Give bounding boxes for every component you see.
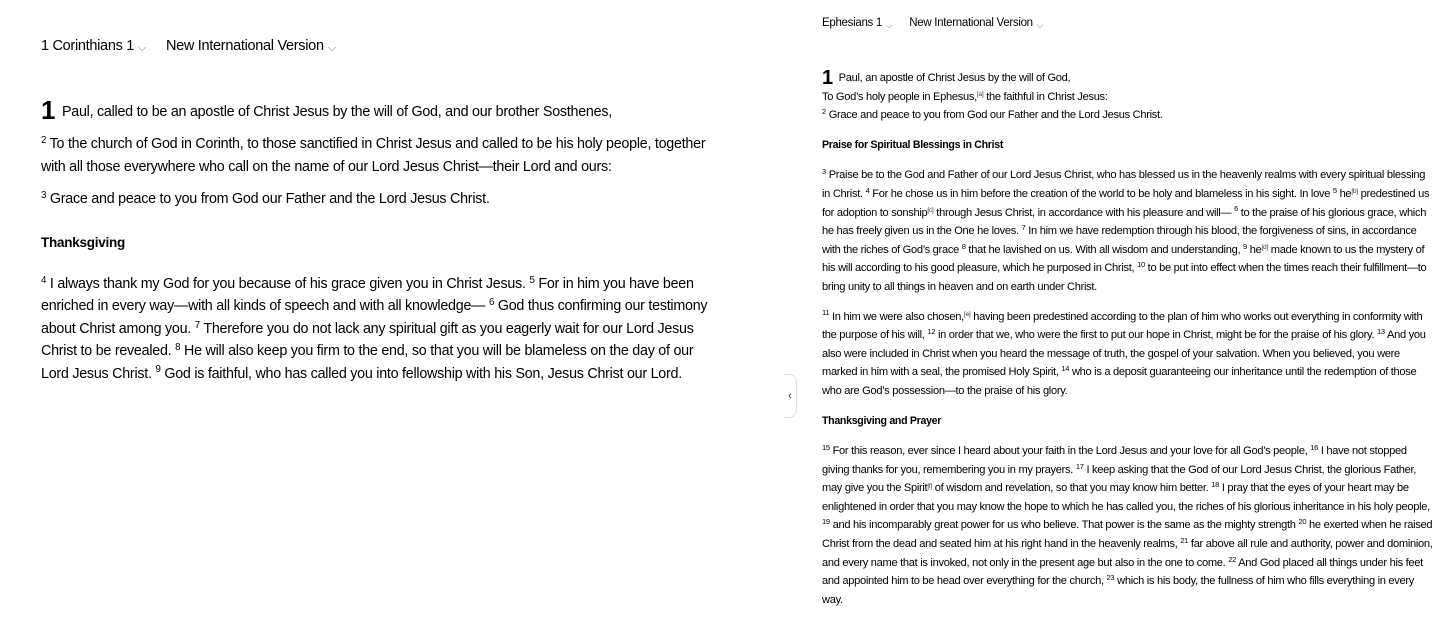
- verse-number: 4: [41, 274, 47, 286]
- right-version-dropdown[interactable]: [909, 17, 1043, 29]
- verse-text: far above all rule and authority, power and dominion, and every name that is invoked, not only in the present age but also in the one to come.: [822, 538, 1433, 569]
- verse-text: Paul, called to be an apostle of Christ Jesus by the will of God, and our brother Sosthenes,: [61, 104, 612, 120]
- section-heading: Thanksgiving and Prayer: [822, 414, 942, 427]
- verse-number: 13: [1377, 326, 1385, 336]
- chevron-down-icon: ⌵: [1036, 19, 1044, 30]
- verse-number: 5: [529, 274, 535, 286]
- verse-number: 2: [41, 135, 47, 147]
- verse-text: I have not stopped giving thanks for you, remembering you in my prayers.: [822, 445, 1407, 476]
- verse-text: Grace and peace to you from God our Father and the Lord Jesus Christ.: [49, 191, 490, 208]
- verse-text: I pray that the eyes of your heart may be enlightened in order that you may know the hope to which he has called you, the riches of his glorious inheritance in his holy people,: [822, 482, 1430, 513]
- verse-text: I keep asking that the God of our Lord Jesus Christ, the glorious Father, may give you the Spirit: [822, 463, 1417, 495]
- verse-text: in order that we, who were the first to put our hope in Christ, might be for the praise of his glory.: [937, 329, 1375, 342]
- chevron-left-icon: ‹: [788, 390, 792, 402]
- verses-4-9: [41, 273, 715, 385]
- verse-text: God is faithful, who has called you into fellowship with his Son, Jesus Christ our Lord.: [164, 365, 682, 382]
- verses-3-10: [822, 166, 1434, 296]
- verse-number: 20: [1298, 517, 1307, 527]
- collapse-pane-button[interactable]: [784, 374, 797, 418]
- verse-text: God thus confirming our testimony about Christ among you.: [41, 298, 708, 337]
- verse-text: For this reason, ever since I heard about your faith in the Lord Jesus and your love for all God’s people,: [832, 445, 1308, 458]
- footnote-link-a[interactable]: [a]: [976, 90, 984, 98]
- left-book-chapter-dropdown[interactable]: [41, 38, 146, 54]
- chevron-down-icon: ⌵: [327, 41, 336, 54]
- verse-number: 11: [822, 308, 830, 318]
- verse-text: he: [1339, 187, 1352, 200]
- right-version-label: New International Version: [909, 17, 1033, 29]
- verse-number: 6: [488, 297, 495, 309]
- verse-number: 7: [194, 319, 200, 331]
- verse-text: Praise be to the God and Father of our Lord Jesus Christ, who has blessed us in the heavenly realms with every spiritual blessing in Christ.: [822, 169, 1426, 200]
- chapter-number: 1: [822, 67, 833, 89]
- verse-number: 16: [1310, 442, 1319, 452]
- verse-number: 3: [41, 189, 47, 201]
- verse-number: 8: [961, 241, 966, 251]
- right-passage-selector: [822, 17, 1043, 29]
- verse-text: and his incomparably great power for us who believe. That power is the same as the mighty strength: [832, 519, 1296, 532]
- footnote-link-b[interactable]: [b]: [1351, 188, 1358, 196]
- verse-3: [41, 188, 715, 210]
- verse-text: he: [1249, 243, 1262, 256]
- left-book-chapter-label: 1 Corinthians 1: [41, 38, 135, 54]
- verse-number: 18: [1211, 480, 1220, 490]
- chapter-number: 1: [41, 95, 56, 125]
- verse-number: 19: [822, 517, 830, 527]
- verse-number: 6: [1234, 204, 1238, 214]
- verse-text: To the church of God in Corinth, to those sanctified in Christ Jesus and called to be his holy people, together with all those everywhere who call on the name of our Lord Jesus Christ—their Lord and ours:: [41, 136, 706, 175]
- verse-number: 2: [822, 107, 826, 117]
- verse-text: Therefore you do not lack any spiritual gift as you eagerly wait for our Lord Jesus Christ to be revealed.: [41, 320, 694, 360]
- verse-number: 14: [1061, 364, 1070, 374]
- verse-text: And God placed all things under his feet and appointed him to be head over everything for the church,: [822, 556, 1423, 588]
- verse-1: [41, 96, 715, 123]
- verse-text: He will also keep you firm to the end, so that you will be blameless on the day of our Lord Jesus Christ.: [41, 343, 694, 382]
- left-passage-text: [41, 96, 715, 385]
- verses-15-23: [822, 442, 1434, 609]
- verse-number: 23: [1106, 573, 1115, 583]
- verse-text: to be put into effect when the times reach their fulfillment—to bring unity to all things in heaven and on earth under Christ.: [822, 262, 1427, 293]
- left-version-label: New International Version: [165, 38, 324, 54]
- verse-number: 7: [1021, 223, 1026, 233]
- verse-text: I always thank my God for you because of his grace given you in Christ Jesus.: [49, 276, 526, 293]
- verse-number: 22: [1228, 554, 1237, 564]
- verse-text: And you also were included in Christ when you heard the message of truth, the gospel of your salvation. When you believed, you were marked in him with a seal, the promised Holy Spirit,: [822, 329, 1426, 379]
- verse-number: 12: [927, 326, 936, 336]
- verse-text: through Jesus Christ, in accordance with his pleasure and will—: [936, 206, 1232, 219]
- verse-2: [41, 133, 715, 178]
- verse-1: [822, 66, 1434, 88]
- section-heading: Thanksgiving: [41, 234, 126, 250]
- verse-text: For he chose us in him before the creation of the world to be holy and blameless in his sight. In love: [872, 187, 1331, 200]
- verse-text: to the praise of his glorious grace, which he has freely given us in the One he loves.: [822, 206, 1427, 238]
- verse-number: 21: [1180, 535, 1189, 545]
- verse-text: having been predestined according to the plan of him who works out everything in conformity with the purpose of his will,: [822, 310, 1423, 342]
- right-bible-pane: [800, 0, 1456, 638]
- verse-text: Paul, an apostle of Christ Jesus by the will of God,: [838, 72, 1071, 84]
- chevron-down-icon: ⌵: [886, 19, 893, 30]
- verses-11-14: [822, 308, 1434, 401]
- verse-number: 10: [1137, 260, 1145, 270]
- footnote-link-f[interactable]: [f]: [927, 482, 932, 490]
- verse-number: 3: [822, 167, 826, 177]
- verse-text: To God’s holy people in Ephesus,: [822, 90, 977, 103]
- verse-number: 15: [822, 442, 830, 452]
- verse-text: which is his body, the fullness of him who fills everything in every way.: [822, 575, 1415, 606]
- verse-text: that he lavished on us. With all wisdom and understanding,: [968, 243, 1241, 256]
- verse-text: made known to us the mystery of his will according to his good pleasure, which he purposed in Christ,: [822, 243, 1425, 275]
- verse-text: In him we were also chosen,: [832, 310, 964, 323]
- section-heading: Praise for Spiritual Blessings in Christ: [822, 138, 1004, 151]
- verse-text: predestined us for adoption to sonship: [822, 187, 1430, 219]
- footnote-link-c[interactable]: [c]: [927, 206, 934, 214]
- verse-text: Grace and peace to you from God our Father and the Lord Jesus Christ.: [828, 109, 1163, 122]
- footnote-link-d[interactable]: [d]: [1261, 244, 1268, 252]
- verse-number: 4: [865, 185, 870, 195]
- left-version-dropdown[interactable]: [166, 38, 336, 54]
- verse-2: [822, 106, 1434, 125]
- verse-text: he exerted when he raised Christ from the dead and seated him at his right hand in the heavenly realms,: [822, 519, 1433, 551]
- right-book-chapter-dropdown[interactable]: [822, 17, 892, 29]
- right-passage-text: [822, 66, 1434, 609]
- chevron-down-icon: ⌵: [138, 41, 146, 54]
- verse-text: who is a deposit guaranteeing our inheritance until the redemption of those who are God’s possession—to the praise of his glory.: [822, 366, 1417, 397]
- right-book-chapter-label: Ephesians 1: [822, 17, 882, 29]
- verse-text: For in him you have been enriched in every way—with all kinds of speech and with all knowledge—: [41, 276, 694, 315]
- verse-text: In him we have redemption through his blood, the forgiveness of sins, in accordance with the riches of God’s grace: [822, 225, 1417, 256]
- verse-number: 17: [1075, 461, 1084, 471]
- verse-text: of wisdom and revelation, so that you may know him better.: [934, 482, 1209, 495]
- verse-number: 5: [1332, 185, 1337, 195]
- verse-text: the faithful in Christ Jesus:: [986, 90, 1108, 103]
- verse-number: 9: [155, 364, 161, 376]
- footnote-link-e[interactable]: [e]: [963, 310, 971, 318]
- left-passage-selector: [41, 38, 336, 54]
- verse-number: 9: [1243, 241, 1247, 251]
- verse-number: 8: [175, 341, 181, 353]
- verse-1-continued: [822, 88, 1434, 107]
